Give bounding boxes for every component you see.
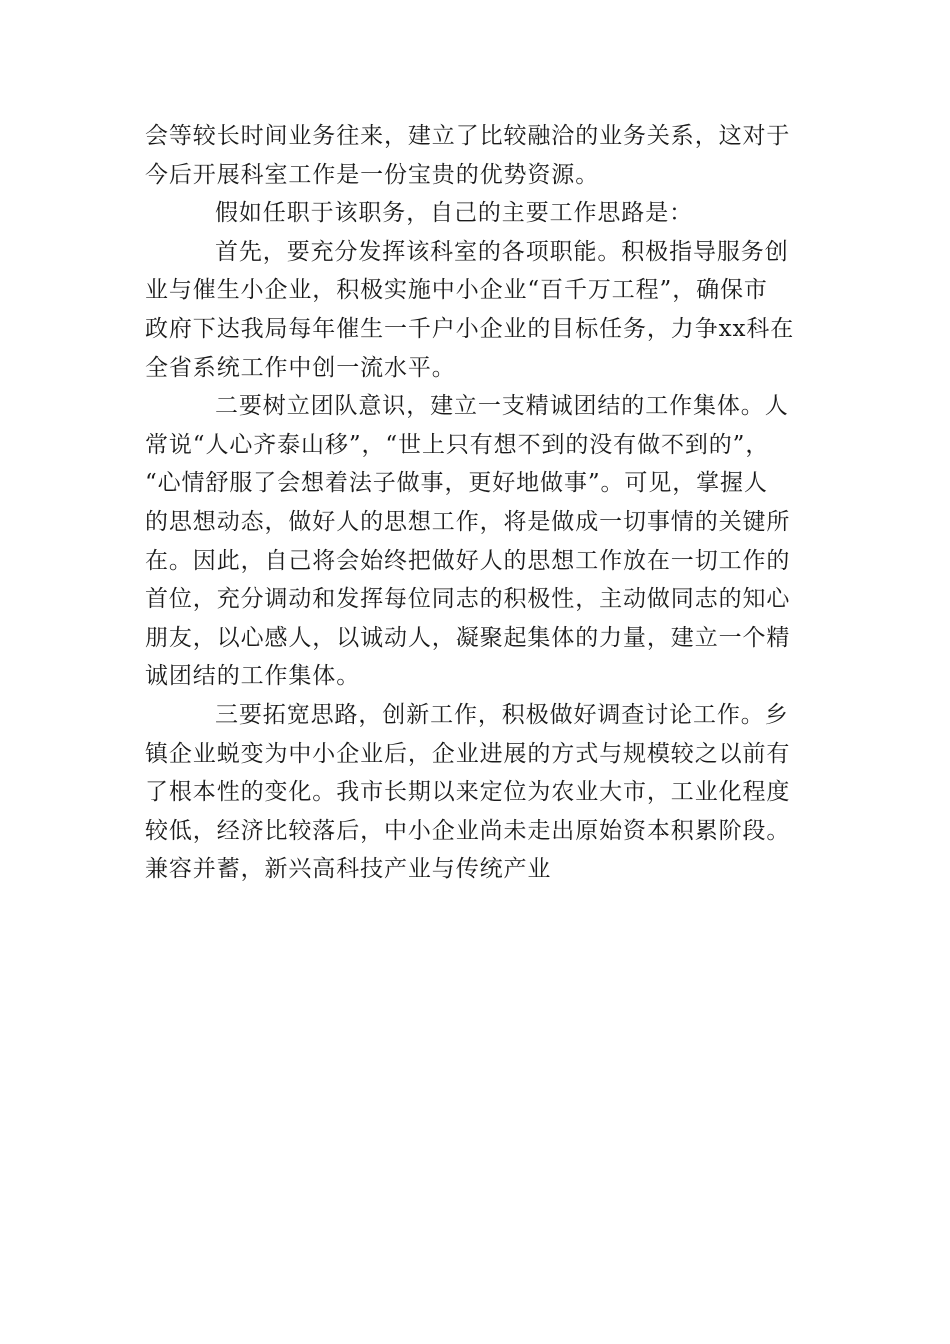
text-line: 了根本性的变化。我市长期以来定位为农业大市，工业化程度 bbox=[145, 779, 791, 806]
text-line: 的思想动态，做好人的思想工作，将是做成一切事情的关键所 bbox=[145, 508, 791, 535]
text-line: 较低，经济比较落后，中小企业尚未走出原始资本积累阶段。 bbox=[145, 817, 791, 844]
text-line: 在。因此，自己将会始终把做好人的思想工作放在一切工作的 bbox=[145, 547, 791, 574]
text-line: 假如任职于该职务，自己的主要工作思路是： bbox=[215, 200, 693, 227]
text-line: 全省系统工作中创一流水平。 bbox=[145, 354, 456, 381]
text-line: 首先，要充分发挥该科室的各项职能。积极指导服务创 bbox=[215, 238, 789, 265]
text-line: 首位，充分调动和发挥每位同志的积极性，主动做同志的知心 bbox=[145, 586, 791, 613]
text-line: 朋友，以心感人，以诚动人，凝聚起集体的力量，建立一个精 bbox=[145, 624, 791, 651]
text-line: 二要树立团队意识，建立一支精诚团结的工作集体。人 bbox=[215, 393, 789, 420]
text-line: 业与催生小企业，积极实施中小企业“百千万工程”，确保市 bbox=[145, 277, 768, 304]
text-line: 常说“人心齐泰山移”，“世上只有想不到的没有做不到的”， bbox=[145, 431, 770, 458]
document-body bbox=[145, 117, 810, 889]
text-line: 今后开展科室工作是一份宝贵的优势资源。 bbox=[145, 161, 600, 188]
text-line: “心情舒服了会想着法子做事，更好地做事”。可见，掌握人 bbox=[145, 470, 768, 497]
text-line: 政府下达我局每年催生一千户小企业的目标任务，力争xx科在 bbox=[145, 315, 795, 342]
text-line: 诚团结的工作集体。 bbox=[145, 663, 361, 690]
text-line: 兼容并蓄，新兴高科技产业与传统产业 bbox=[145, 856, 552, 883]
text-line: 会等较长时间业务往来，建立了比较融洽的业务关系，这对于 bbox=[145, 123, 791, 149]
text-line: 镇企业蜕变为中小企业后，企业进展的方式与规模较之以前有 bbox=[145, 740, 791, 767]
text-line: 三要拓宽思路，创新工作，积极做好调查讨论工作。乡 bbox=[215, 701, 789, 728]
